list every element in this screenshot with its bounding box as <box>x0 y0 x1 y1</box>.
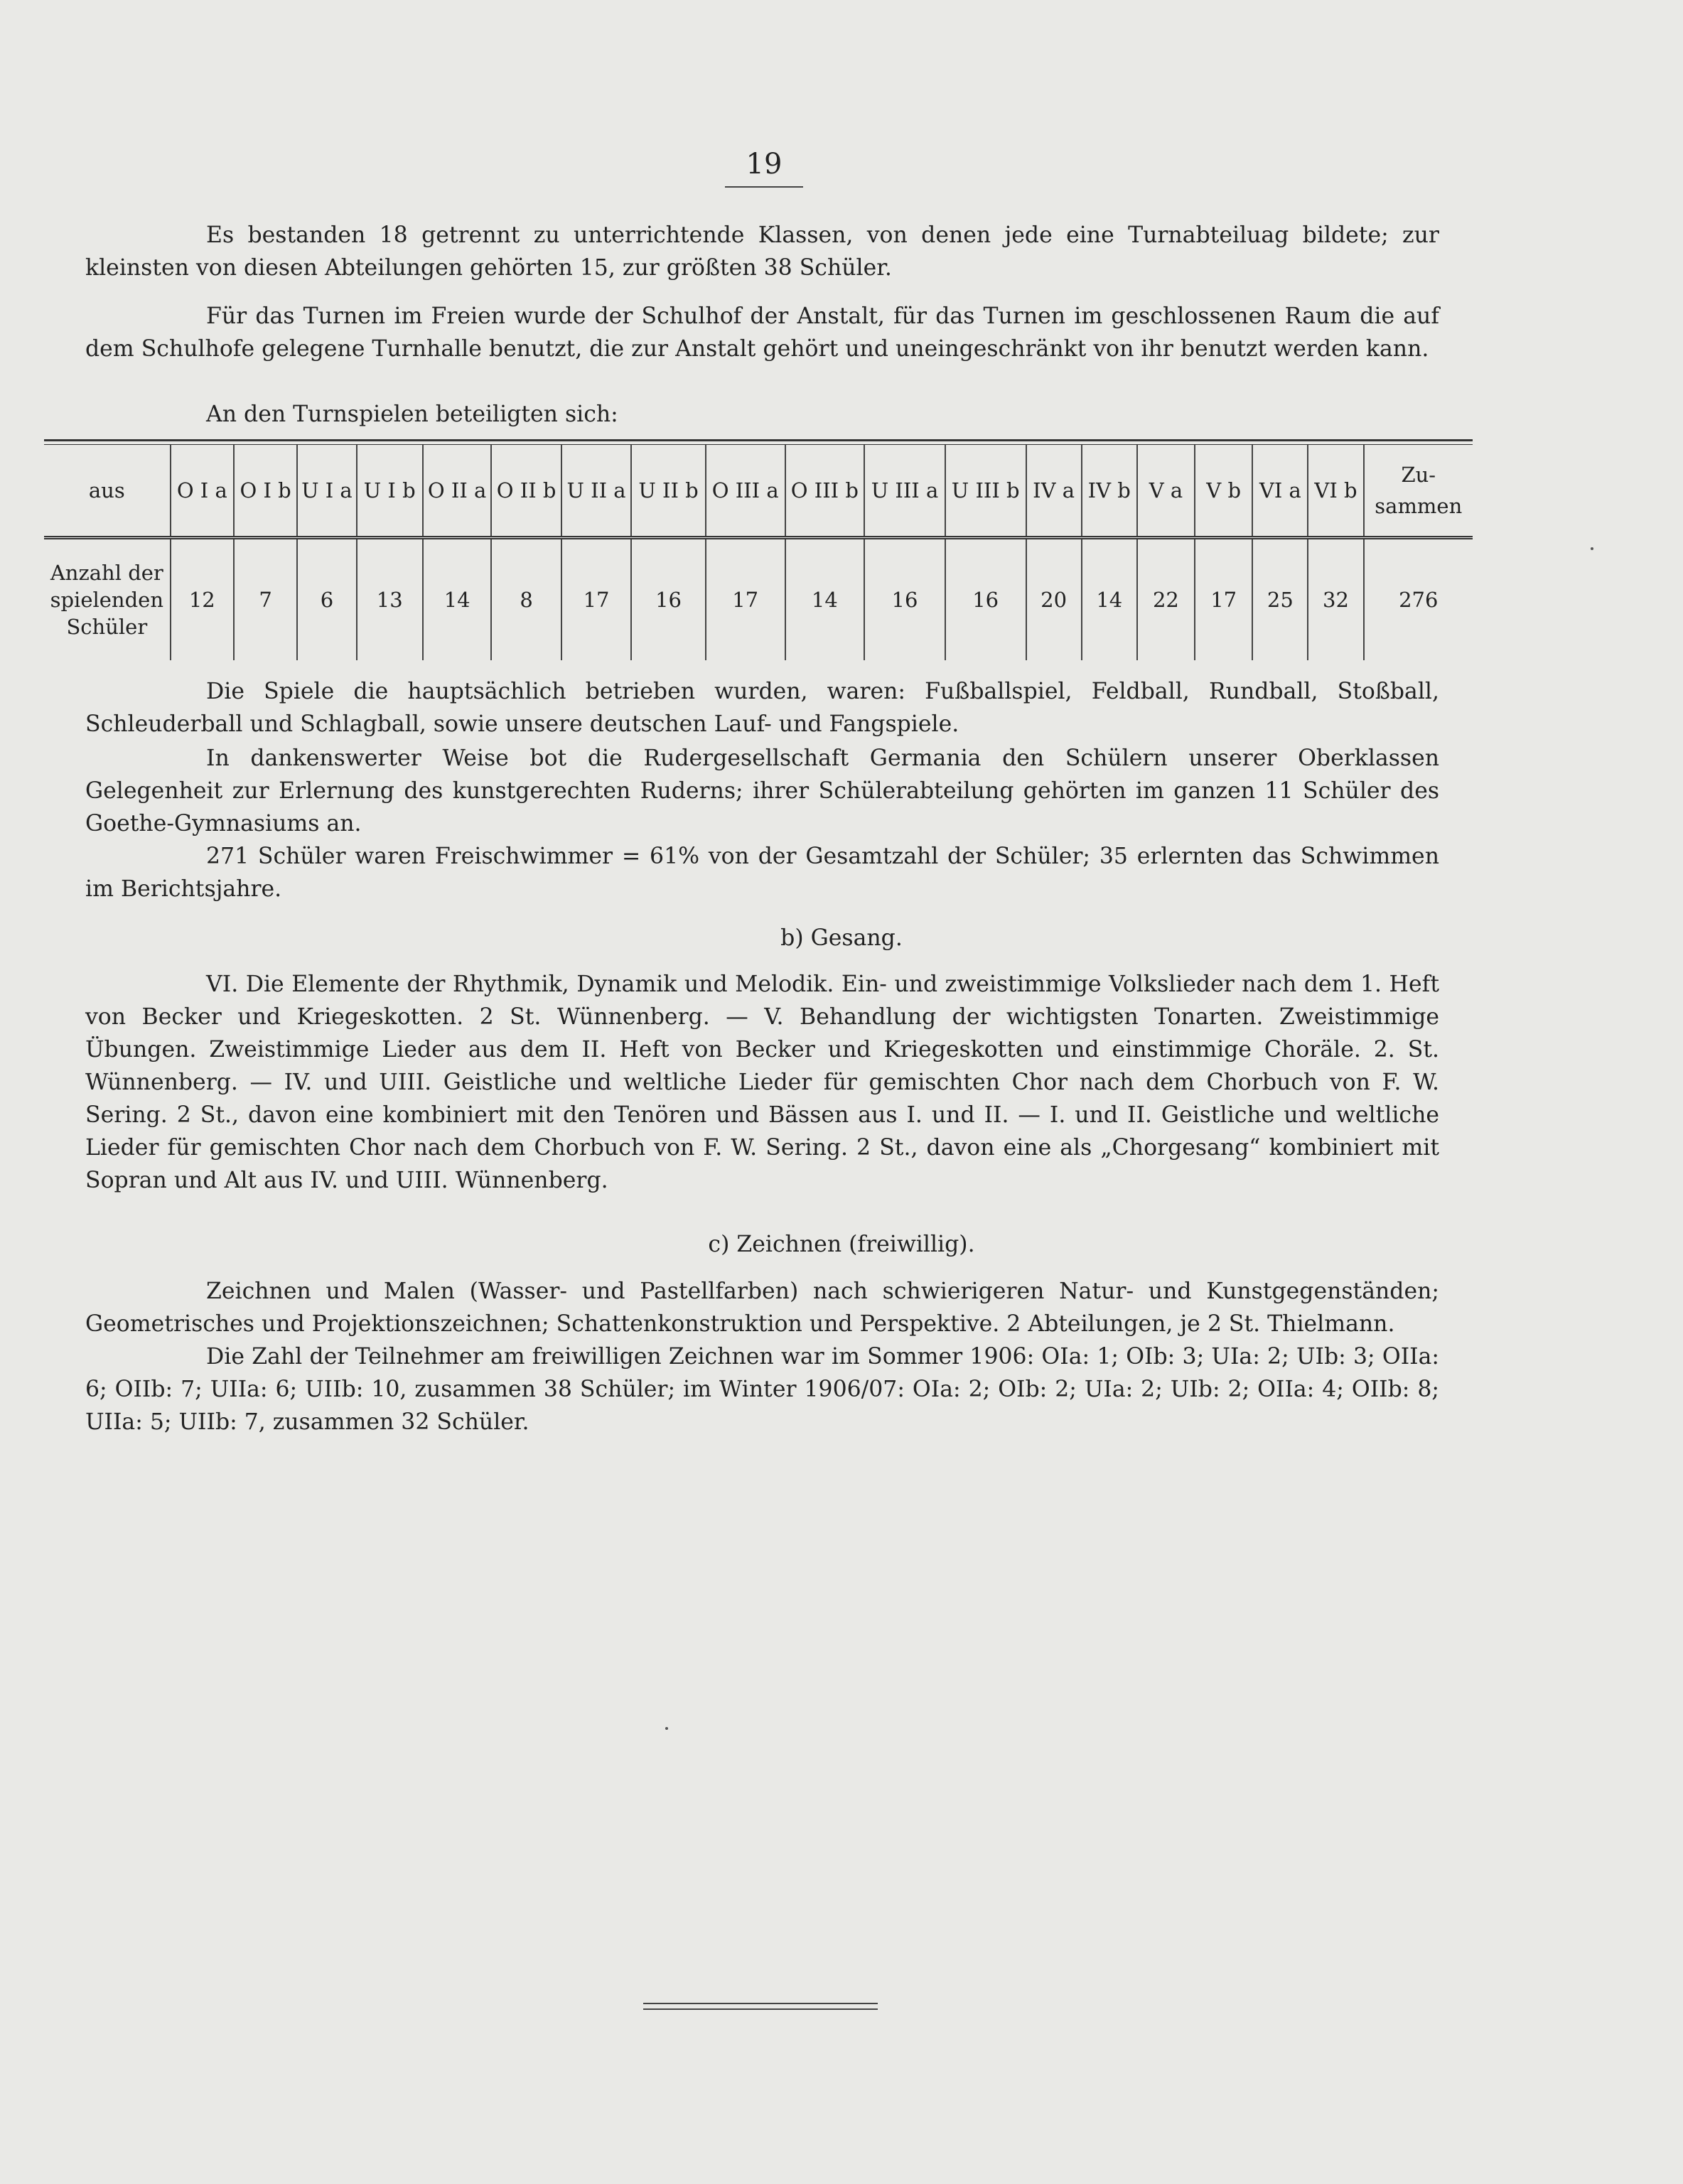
table-cell: 8 <box>491 538 561 661</box>
header-class: O III a <box>706 445 785 538</box>
page-number: 19 <box>725 148 803 188</box>
turnspiele-table <box>44 439 1473 660</box>
header-class: U II a <box>561 445 631 538</box>
header-class: O I b <box>234 445 297 538</box>
table-top-rule <box>44 439 1473 445</box>
paragraph-classes: Es bestanden 18 getrennt zu unterrichtende Klassen, von denen jede eine Turnabteiluag bildete; zur kleinsten von diesen Abteilungen gehörten 15, zur größten 38 Schüler. <box>85 222 1439 281</box>
header-class: O II b <box>491 445 561 538</box>
header-class: U III b <box>945 445 1026 538</box>
header-class: O I a <box>171 445 234 538</box>
table-total-cell: 276 <box>1364 538 1473 661</box>
paragraph-turnspiele-intro: An den Turnspielen beteiligten sich: <box>206 402 618 427</box>
paragraph-gesang: VI. Die Elemente der Rhythmik, Dynamik und Melodik. Ein- und zweistimmige Volkslieder nach dem 1. Heft von Becker und Kriegeskotten. 2 St. Wünnenberg. — V. Behandlung der wichtigsten Tonarten. Zweistimmige Übungen. Zweistimmige Lieder aus dem II. Heft von Becker und Kriegeskotten und einstimmige Choräle. 2. St. Wünnenberg. — IV. und UIII. Geistliche und weltliche Lieder für gemischten Chor nach dem Chorbuch von F. W. Sering. 2 St., davon eine kombiniert mit den Tenören und Bässen aus I. und II. — I. und II. Geistliche und weltliche Lieder für gemischten Chor nach dem Chorbuch von F. W. Sering. 2 St., davon eine als „Chorgesang“ kombiniert mit Sopran und Alt aus IV. und UIII. Wünnenberg. <box>85 972 1439 1193</box>
table-cell: 7 <box>234 538 297 661</box>
table-cell: 17 <box>1195 538 1252 661</box>
heading-gesang: b) Gesang. <box>780 925 903 951</box>
speck <box>665 1727 668 1730</box>
header-class: V a <box>1137 445 1195 538</box>
paragraph-spiele: Die Spiele die hauptsächlich betrieben wurden, waren: Fußballspiel, Feldball, Rundball, Stoßball, Schleuderball und Schlagball, sowie unsere deutschen Lauf- und Fangspiele. <box>85 679 1439 737</box>
header-class: O III b <box>785 445 865 538</box>
end-rule <box>643 2003 878 2010</box>
table-cell: 16 <box>864 538 945 661</box>
heading-zeichnen: c) Zeichnen (freiwillig). <box>708 1232 975 1257</box>
header-class: O II a <box>423 445 491 538</box>
row-label: Anzahl der spielenden Schüler <box>50 561 164 639</box>
paragraph-rudern: In dankenswerter Weise bot die Rudergesellschaft Germania den Schülern unserer Oberklassen Gelegenheit zur Erlernung des kunstgerechten Ruderns; ihrer Schülerabteilung gehörten im ganzen 11 Schüler des Goethe-Gymnasiums an. <box>85 746 1439 837</box>
table-header-row <box>44 445 1473 538</box>
table-cell: 14 <box>423 538 491 661</box>
header-class: V b <box>1195 445 1252 538</box>
header-class: IV b <box>1082 445 1137 538</box>
header-class: U III a <box>864 445 945 538</box>
header-class: U II b <box>631 445 706 538</box>
table-cell: 25 <box>1252 538 1308 661</box>
table-row <box>44 538 1473 661</box>
table-cell: 12 <box>171 538 234 661</box>
paragraph-turnhalle: Für das Turnen im Freien wurde der Schulhof der Anstalt, für das Turnen im geschlossenen Raum die auf dem Schulhofe gelegene Turnhalle benutzt, die zur Anstalt gehört und uneingeschränkt von ihr benutzt werden kann. <box>85 303 1439 362</box>
table-cell: 16 <box>945 538 1026 661</box>
table-cell: 16 <box>631 538 706 661</box>
header-class: U I b <box>357 445 423 538</box>
paragraph-schwimmen: 271 Schüler waren Freischwimmer = 61% von der Gesamtzahl der Schüler; 35 erlernten das Schwimmen im Berichtsjahre. <box>85 844 1439 902</box>
header-class: VI a <box>1252 445 1308 538</box>
header-total: Zu-sammen <box>1364 445 1473 538</box>
table-cell: 17 <box>561 538 631 661</box>
table-cell: 14 <box>785 538 865 661</box>
table-cell: 17 <box>706 538 785 661</box>
paragraph-zeichnen-2: Die Zahl der Teilnehmer am freiwilligen Zeichnen war im Sommer 1906: OIa: 1; OIb: 3; UIa: 2; UIb: 3; OIIa: 6; OIIb: 7; UIIa: 6; UIIb: 10, zusammen 38 Schüler; im Winter 1906/07: OIa: 2; OIb: 2; UIa: 2; UIb: 2; OIIa: 4; OIIb: 8; UIIa: 5; UIIb: 7, zusammen 32 Schüler. <box>85 1344 1439 1435</box>
table-cell: 22 <box>1137 538 1195 661</box>
speck <box>1591 547 1593 550</box>
header-class: U I a <box>297 445 356 538</box>
table-cell: 32 <box>1308 538 1363 661</box>
header-corner: aus <box>44 445 171 538</box>
table-cell: 14 <box>1082 538 1137 661</box>
table-cell: 13 <box>357 538 423 661</box>
table-cell: 20 <box>1026 538 1082 661</box>
header-class: VI b <box>1308 445 1363 538</box>
paragraph-zeichnen-1: Zeichnen und Malen (Wasser- und Pastellfarben) nach schwierigeren Natur- und Kunstgegenständen; Geometrisches und Projektionszeichnen; Schattenkonstruktion und Perspektive. 2 Abteilungen, je 2 St. Thielmann. <box>85 1279 1439 1337</box>
header-class: IV a <box>1026 445 1082 538</box>
table-cell: 6 <box>297 538 356 661</box>
